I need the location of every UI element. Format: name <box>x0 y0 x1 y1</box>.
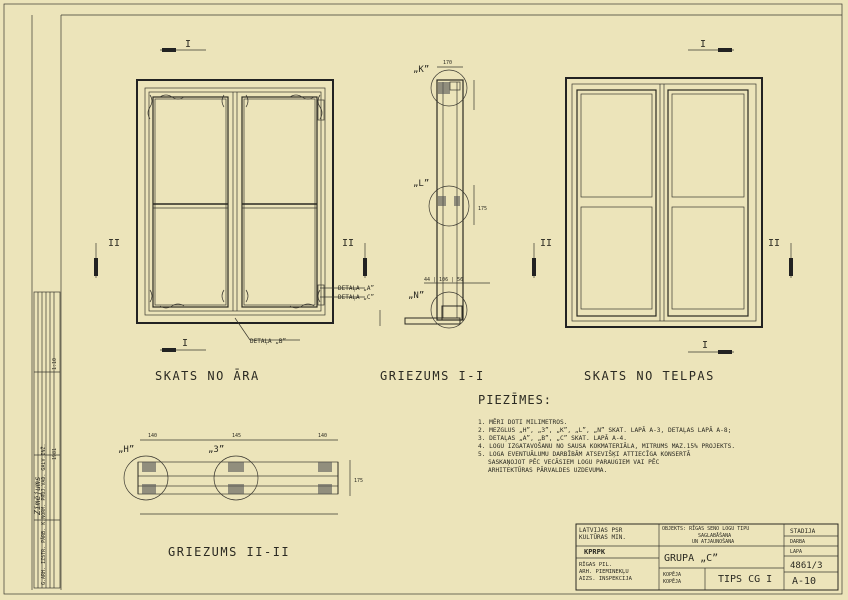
section-1-1-drawing <box>380 67 490 328</box>
section-marker-two-left-exterior <box>94 238 120 278</box>
object-line-2: SAGLABĀŠANA <box>698 533 732 539</box>
stage-label: STADIJA <box>790 528 816 535</box>
section-marker-two-left-interior <box>532 238 552 278</box>
drawing-number: 4861/3 <box>790 561 823 571</box>
note-line: SASKAŅOJOT PĒC VECĀSIEM LOGU PARAUGIEM VAI PĒC <box>488 459 660 466</box>
dept-line-2: ARH. PIEMINEKĻU <box>579 569 629 575</box>
side-stamp-date: 1981 <box>52 447 58 460</box>
section-marker-two-right-interior <box>768 238 793 278</box>
svg-text:I: I <box>185 39 192 50</box>
note-line: 4. LOGU IZGATAVOŠANU NO SAUSA KOKMATERIĀLA, MITRUMS MAZ.15% PROJEKTS. <box>478 443 736 450</box>
dim-n-bottom: 44 | 106 | 56 <box>424 277 464 283</box>
svg-text:II: II <box>342 238 355 249</box>
callout-h: „H” <box>118 445 135 455</box>
org-line-1: LATVIJAS PSR <box>579 527 623 534</box>
org-line-2: KULTŪRAS MIN. <box>579 534 626 541</box>
note-line: 5. LOGA EVENTUĀLUMU DARBĪBĀM ATSEVIŠĶI ATTIECĪGA KONSERTĀ <box>478 451 691 458</box>
section-1-title: GRIEZUMS I-I <box>380 369 485 383</box>
callout-l: „L” <box>413 179 430 189</box>
exterior-view <box>137 80 365 340</box>
svg-text:II: II <box>540 238 553 249</box>
object-line-1: OBJEKTS: RĪGAS SENO LOGU TIPU <box>662 526 750 532</box>
callout-n: „N” <box>408 291 425 301</box>
section-marker-one-bottom-right <box>688 340 734 354</box>
group-label: GRUPA „C” <box>664 553 719 564</box>
svg-text:I: I <box>182 338 189 349</box>
dim-l-mid: 175 <box>478 206 488 212</box>
svg-text:II: II <box>108 238 121 249</box>
note-line: 1. MĒRI DOTI MILIMETROS. <box>478 419 568 426</box>
dim-k-top: 170 <box>443 60 453 66</box>
copy-label-1: KOPĒJA <box>663 572 682 578</box>
section-2-2-drawing <box>124 440 350 514</box>
side-stamp-roles: G.ARH. IZSTR. PĀRB. K.NORM. PROJ.VAD. GALV.INŽ. <box>41 443 47 585</box>
dept-line-3: AIZS. INSPEKCIJA <box>579 576 632 582</box>
type-label: TIPS CG I <box>718 574 773 585</box>
section-marker-one-top-right <box>688 39 734 52</box>
work-label: DARBA <box>790 539 806 545</box>
detail-a-label: DETAĻA „A” <box>338 285 375 292</box>
dept-line-1: RĪGAS PIL. <box>579 562 613 568</box>
signature: Zīmējums <box>33 476 42 515</box>
dim-section2-left: 140 <box>148 433 158 439</box>
object-line-3: UN ATJAUNOŠANA <box>692 539 735 545</box>
dim-section2-mid: 145 <box>232 433 242 439</box>
section-marker-one-top-left <box>160 39 206 52</box>
svg-text:I: I <box>702 340 709 351</box>
callout-k: „K” <box>413 65 430 75</box>
svg-text:II: II <box>768 238 781 249</box>
dim-section2-height: 175 <box>354 478 364 484</box>
detail-c-label: DETAĻA „C” <box>338 294 375 301</box>
note-line: ARHITEKTŪRAS PĀRVALDES UZDEVUMA. <box>488 467 608 474</box>
org-abbr: KPRPK <box>584 548 606 556</box>
note-line: 3. DETAĻAS „A”, „B”, „C” SKAT. LAPĀ A-4. <box>478 435 628 442</box>
svg-text:I: I <box>700 39 707 50</box>
notes-heading: PIEZĪMES: <box>478 393 553 407</box>
section-marker-two-right-exterior <box>342 238 367 278</box>
note-line: 2. MEZGLUS „H”, „3”, „K”, „L”, „N” SKAT. LAPĀ A-3, DETAĻAS LAPĀ A-8; <box>478 427 732 434</box>
callout-3: „3” <box>208 445 225 455</box>
exterior-view-title: SKATS NO ĀRA <box>155 369 260 383</box>
section-2-title: GRIEZUMS II-II <box>168 545 291 559</box>
dim-section2-right: 140 <box>318 433 328 439</box>
side-stamp-block <box>34 292 60 588</box>
interior-view-title: SKATS NO TELPAS <box>584 369 715 383</box>
copy-label-2: KOPĒJA <box>663 579 682 585</box>
side-stamp-scale: 1:10 <box>52 357 58 370</box>
section-marker-one-bottom-left <box>160 338 206 352</box>
detail-b-label: DETAĻA „B” <box>250 338 287 345</box>
sheet-label: LAPA <box>790 549 803 555</box>
sheet-number: A-10 <box>792 576 817 587</box>
interior-view <box>566 78 762 327</box>
